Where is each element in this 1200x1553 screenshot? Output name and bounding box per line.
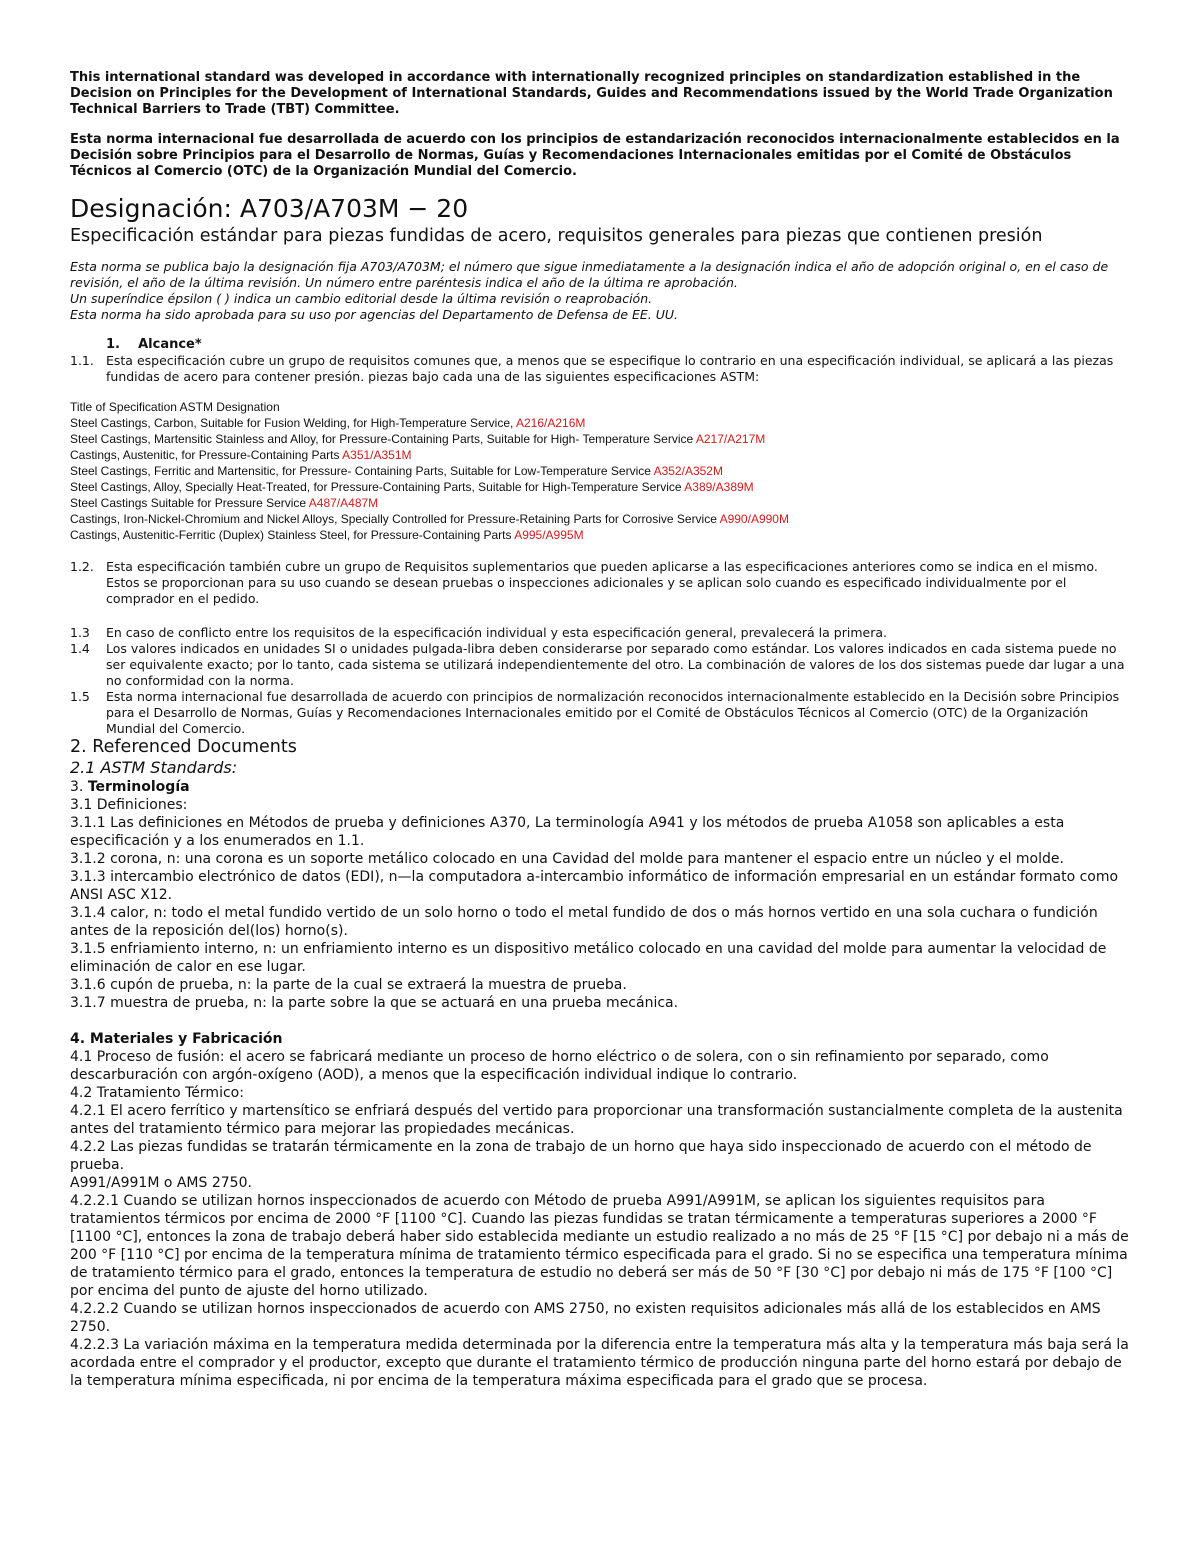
spec-title: Steel Castings, Alloy, Specially Heat-Treated, for Pressure-Containing Parts, Suitable for High-Temperature Service — [70, 480, 682, 494]
fabrication-item: 4.2.2 Las piezas fundidas se tratarán térmicamente en la zona de trabajo de un horno que haya sido inspeccionado de acuerdo con el método de prueba. — [70, 1139, 1092, 1173]
spec-code-link[interactable]: A352/A352M — [653, 464, 723, 478]
spec-code-link[interactable]: A216/A216M — [516, 416, 586, 430]
paragraph-number: 1.4 — [70, 641, 90, 656]
spec-title: Castings, Iron-Nickel-Chromium and Nickel Alloys, Specially Controlled for Pressure-Retaining Parts for Corrosive Service — [70, 512, 717, 526]
definition-item: 3.1.5 enfriamiento interno, n: un enfriamiento interno es un dispositivo metálico colocado en una cavidad del molde para aumentar la velocidad de eliminación de calor en ese lugar. — [70, 941, 1107, 975]
fabrication-item: 4.2.2.2 Cuando se utilizan hornos inspeccionados de acuerdo con AMS 2750, no existen requisitos adicionales más allá de los establecidos en AMS 2750. — [70, 1301, 1101, 1335]
section-number: 3. — [70, 779, 84, 795]
document-page — [70, 70, 1132, 1390]
paragraph-text: Los valores indicados en unidades SI o unidades pulgada-libra deben considerarse por separado como estándar. Los valores indicados en cada sistema puede no ser equivalente exacto; por lo tanto, cada sistema se utilizará independientemente del otro. La combinación de valores de los dos sistemas puede dar lugar a una no conformidad con la norma. — [106, 641, 1125, 688]
spec-title: Steel Castings, Martensitic Stainless and Alloy, for Pressure-Containing Parts, Suitable for High- Temperature Service — [70, 432, 694, 446]
definition-item: 3.1.1 Las definiciones en Métodos de prueba y definiciones A370, La terminología A941 y los métodos de prueba A1058 son aplicables a esta especificación y a los enumerados en 1.1. — [70, 815, 1065, 849]
section-3-heading — [70, 778, 1132, 796]
intro-spanish: Esta norma internacional fue desarrollada de acuerdo con los principios de estandarización reconocidos internacionalmente establecidos en la Decisión sobre Principios para el Desarrollo de Normas, Guías y Recomendaciones Internacionales emitidas por el Comité de Obstáculos Técnicos al Comercio (OTC) de la Organización Mundial del Comercio. — [70, 132, 1120, 179]
paragraph-number: 1.5 — [70, 689, 90, 704]
paragraph-1-3 — [70, 625, 1132, 641]
spec-row — [70, 463, 1132, 479]
paragraph-1-5 — [70, 689, 1132, 737]
spec-list-header: Title of Specification ASTM Designation — [70, 400, 280, 414]
fabrication-item: 4.2.2.3 La variación máxima en la temperatura medida determinada por la diferencia entre la temperatura más alta y la temperatura más baja será la acordada entre el comprador y el productor, excepto que durante el tratamiento térmico de producción ninguna parte del horno estará por debajo de la temperatura mínima especificada, ni por encima de la temperatura máxima especificada para el grado que se procesa. — [70, 1337, 1129, 1389]
section-4-heading: 4. Materiales y Fabricación — [70, 1031, 283, 1047]
note-line: Esta norma ha sido aprobada para su uso por agencias del Departamento de Defensa de EE. UU. — [70, 307, 679, 322]
paragraph-number: 1.3 — [70, 625, 90, 640]
definition-item: 3.1.6 cupón de prueba, n: la parte de la cual se extraerá la muestra de prueba. — [70, 977, 627, 993]
spec-code-link[interactable]: A217/A217M — [695, 432, 766, 446]
spec-row — [70, 495, 1132, 511]
spec-title: Steel Castings Suitable for Pressure Service — [70, 496, 307, 510]
spec-code-link[interactable]: A995/A995M — [514, 528, 584, 542]
paragraph-number: 1.1. — [70, 353, 94, 368]
spec-code-link[interactable]: A351/A351M — [342, 448, 412, 462]
section-2-1-subheading: 2.1 ASTM Standards: — [70, 758, 238, 777]
spec-row — [70, 527, 1132, 543]
section-2-heading: 2. Referenced Documents — [70, 737, 297, 757]
paragraph-text: Esta especificación cubre un grupo de requisitos comunes que, a menos que se especifique lo contrario en una especificación individual, se aplicará a las piezas fundidas de acero para contener presión. piezas bajo cada una de las siguientes especificaciones ASTM: — [106, 353, 1114, 384]
fabrication-item: 4.1 Proceso de fusión: el acero se fabricará mediante un proceso de horno eléctrico o de solera, con o sin refinamiento por separado, como descarburación con argón-oxígeno (AOD), a menos que la especificación individual indique lo contrario. — [70, 1049, 1049, 1083]
spec-title: Steel Castings, Ferritic and Martensitic, for Pressure- Containing Parts, Suitable for Low-Temperature Service — [70, 464, 651, 478]
paragraph-text: Esta norma internacional fue desarrollada de acuerdo con principios de normalización reconocidos internacionalmente establecido en la Decisión sobre Principios para el Desarrollo de Normas, Guías y Recomendaciones Internacionales emitido por el Comité de Obstáculos Técnicos al Comercio (OTC) de la Organización Mundial del Comercio. — [106, 689, 1120, 736]
standard-subtitle: Especificación estándar para piezas fundidas de acero, requisitos generales para piezas que contienen presión — [70, 226, 1043, 246]
section-title: Terminología — [87, 779, 190, 795]
spec-row — [70, 415, 1132, 431]
definition-item: 3.1.3 intercambio electrónico de datos (EDI), n—la computadora a-intercambio informático de información empresarial en un estándar formato como ANSI ASC X12. — [70, 869, 1119, 903]
designation-title: Designación: A703/A703M − 20 — [70, 194, 469, 223]
paragraph-number: 1.2. — [70, 559, 94, 574]
definition-item: 3.1.7 muestra de prueba, n: la parte sobre la que se actuará en una prueba mecánica. — [70, 995, 679, 1011]
section-number: 1. — [106, 337, 120, 352]
publication-note — [70, 259, 1132, 323]
spec-title: Castings, Austenitic, for Pressure-Containing Parts — [70, 448, 340, 462]
note-line: Un superíndice épsilon ( ) indica un cambio editorial desde la última revisión o reaprobación. — [70, 291, 653, 306]
definition-item: 3.1.2 corona, n: una corona es un soporte metálico colocado en una Cavidad del molde para mantener el espacio entre un núcleo y el molde. — [70, 851, 1064, 867]
fabrication-item: A991/A991M o AMS 2750. — [70, 1175, 252, 1191]
paragraph-1-2 — [70, 559, 1132, 607]
spec-row — [70, 447, 1132, 463]
note-line: Esta norma se publica bajo la designación fija A703/A703M; el número que sigue inmediatamente a la designación indica el año de adopción original o, en el caso de revisión, el año de la última revisión. Un número entre paréntesis indica el año de la última re aprobación. — [70, 259, 1109, 290]
paragraph-text: Esta especificación también cubre un grupo de Requisitos suplementarios que pueden aplicarse a las especificaciones anteriores como se indica en el mismo. Estos se proporcionan para su uso cuando se desean pruebas o inspecciones adicionales y se aplican solo cuando es especificado individualmente por el comprador en el pedido. — [106, 559, 1098, 606]
fabrication-item: 4.2 Tratamiento Térmico: — [70, 1085, 244, 1101]
spec-code-link[interactable]: A990/A990M — [719, 512, 789, 526]
spec-title: Steel Castings, Carbon, Suitable for Fusion Welding, for High-Temperature Service, — [70, 416, 514, 430]
spec-row — [70, 479, 1132, 495]
paragraph-text: En caso de conflicto entre los requisitos de la especificación individual y esta especificación general, prevalecerá la primera. — [106, 625, 887, 640]
definition-item: 3.1 Definiciones: — [70, 797, 188, 813]
paragraph-1-4 — [70, 641, 1132, 689]
spec-list — [70, 399, 1132, 543]
paragraph-1-1 — [70, 353, 1132, 385]
spec-title: Castings, Austenitic-Ferritic (Duplex) Stainless Steel, for Pressure-Containing Parts — [70, 528, 512, 542]
section-title: Alcance* — [138, 337, 202, 352]
fabrication-item: 4.2.2.1 Cuando se utilizan hornos inspeccionados de acuerdo con Método de prueba A991/A991M, se aplican los siguientes requisitos para tratamientos térmicos por encima de 2000 °F [1100 °C]. Cuando las piezas fundidas se tratan térmicamente a temperaturas superiores a 2000 °F [1100 °C], entonces la zona de trabajo deberá haber sido establecida mediante un estudio realizado a no más de 25 °F [15 °C] por debajo ni a más de 200 °F [110 °C] por encima de la temperatura mínima de tratamiento térmico especificada para el grado. Si no se especifica una temperatura mínima de tratamiento térmico para el grado, entonces la temperatura de estudio no deberá ser más de 50 °F [30 °C] por debajo ni más de 175 °F [100 °C] por encima del punto de ajuste del horno utilizado. — [70, 1193, 1129, 1299]
spec-row — [70, 431, 1132, 447]
fabrication-item: 4.2.1 El acero ferrítico y martensítico se enfriará después del vertido para proporcionar una transformación sustancialmente completa de la austenita antes del tratamiento térmico para mejorar las propiedades mecánicas. — [70, 1103, 1123, 1137]
spec-code-link[interactable]: A389/A389M — [684, 480, 754, 494]
section-1-heading — [70, 337, 1132, 353]
definition-item: 3.1.4 calor, n: todo el metal fundido vertido de un solo horno o todo el metal fundido de dos o más hornos vertido en una sola cuchara o fundición antes de la reposición del(los) horno(s). — [70, 905, 1098, 939]
spec-row — [70, 511, 1132, 527]
spec-code-link[interactable]: A487/A487M — [308, 496, 379, 510]
intro-english: This international standard was developed in accordance with internationally recognized principles on standardization established in the Decision on Principles for the Development of International Standards, Guides and Recommendations issued by the World Trade Organization Technical Barriers to Trade (TBT) Committee. — [70, 70, 1113, 117]
